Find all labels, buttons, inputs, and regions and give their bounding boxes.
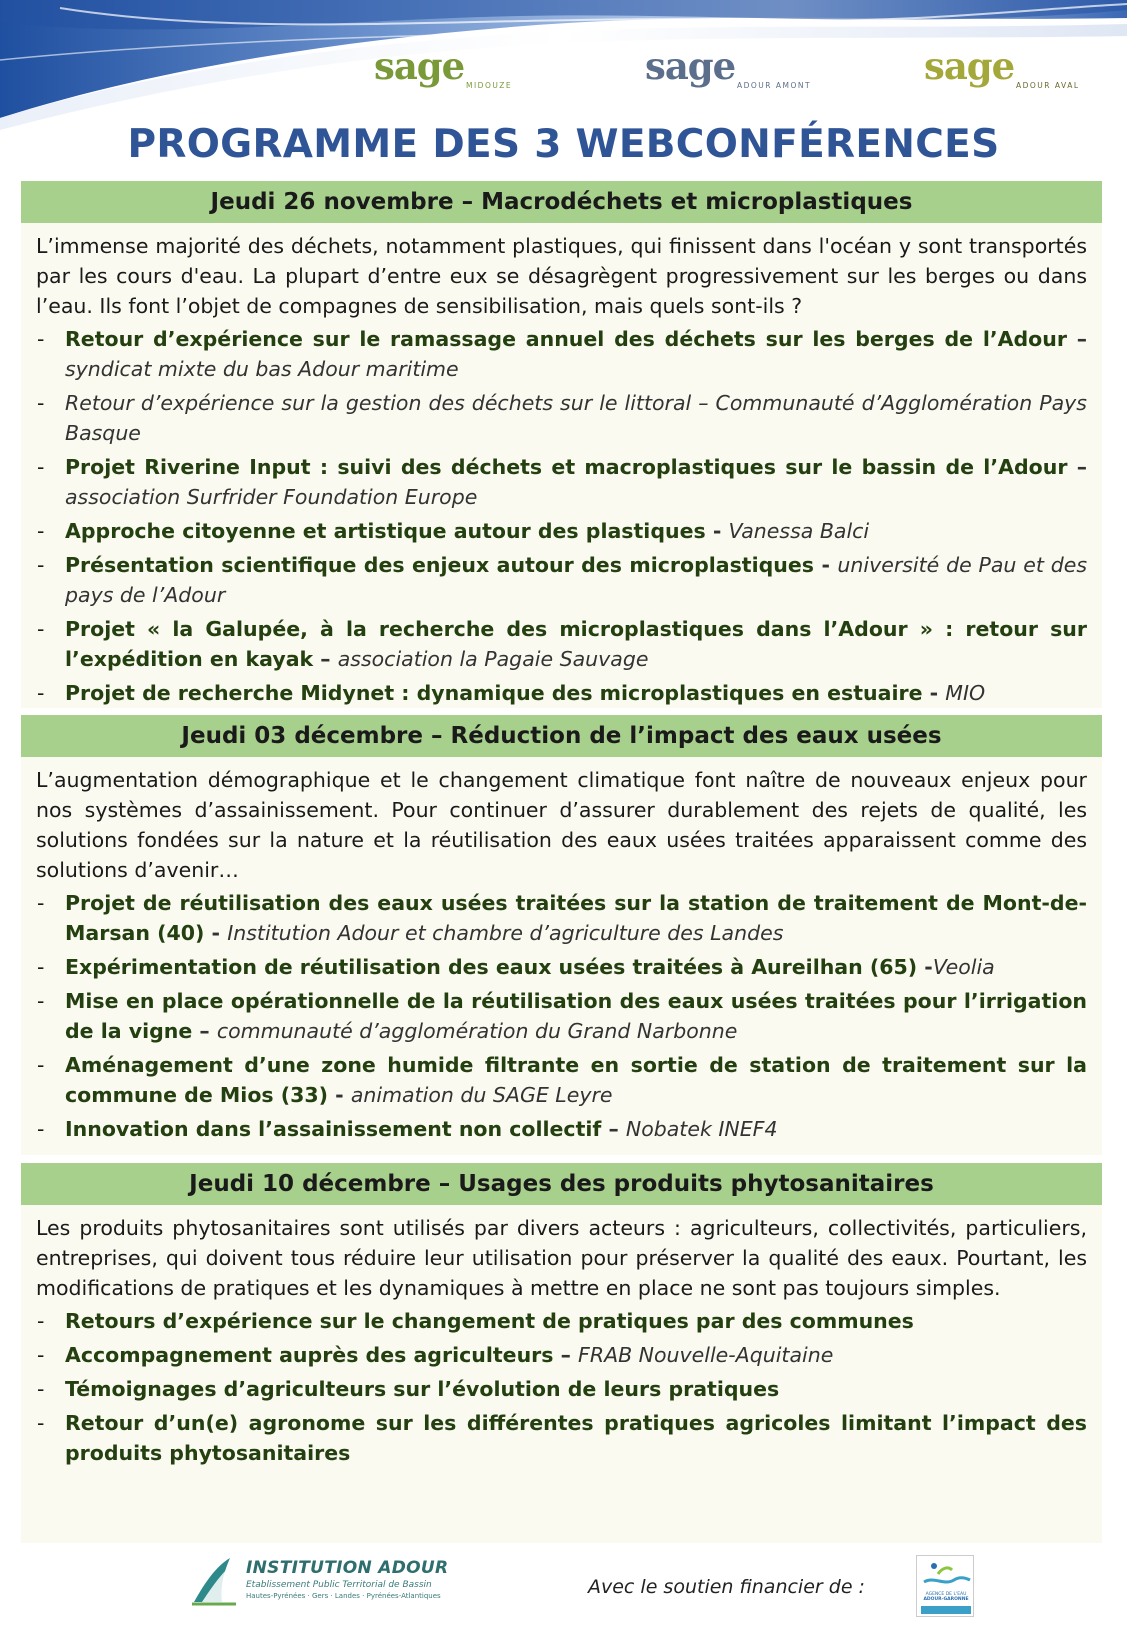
talk-title: Mise en place opérationnelle de la réutilisation des eaux usées traitées pour l’irrigation de la vigne xyxy=(65,989,1087,1043)
sage-adour-aval-logo-sub: ADOUR AVAL xyxy=(1016,81,1080,90)
sage-midouze-logo-sub: MIDOUZE xyxy=(466,81,513,90)
talk-title: Innovation dans l’assainissement non collectif xyxy=(65,1117,602,1141)
talk-title: Accompagnement auprès des agriculteurs xyxy=(65,1343,554,1367)
talk-list xyxy=(36,888,1087,1144)
talk-speaker: Retour d’expérience sur la gestion des déchets sur le littoral – Communauté d’Agglomération Pays Basque xyxy=(65,391,1087,445)
talk-item xyxy=(36,888,1087,948)
water-drop-icon xyxy=(918,1558,974,1592)
bullet-dash: - xyxy=(37,519,45,543)
section-heading: Jeudi 10 décembre – Usages des produits phytosanitaires xyxy=(21,1163,1102,1205)
agence-eau-adour-garonne-logo xyxy=(916,1555,974,1617)
sage-adour-amont-logo-word: sage xyxy=(645,44,736,88)
talk-separator: – xyxy=(192,1019,217,1043)
section-body xyxy=(21,757,1102,1144)
talk-title: Présentation scientifique des enjeux autour des microplastiques xyxy=(65,553,815,577)
talk-item xyxy=(36,1340,1087,1370)
financial-support-text: Avec le soutien financier de : xyxy=(588,1576,865,1598)
talk-list xyxy=(36,324,1087,708)
bullet-dash: - xyxy=(37,891,45,915)
bullet-dash: - xyxy=(37,1411,45,1435)
talk-title: Aménagement d’une zone humide filtrante en sortie de station de traitement sur la commune de Mios (33) xyxy=(65,1053,1087,1107)
talk-separator: - xyxy=(705,519,729,543)
section-heading: Jeudi 03 décembre – Réduction de l’impact des eaux usées xyxy=(21,715,1102,757)
bullet-dash: - xyxy=(37,1117,45,1141)
talk-item xyxy=(36,1114,1087,1144)
talk-separator: – xyxy=(1067,455,1087,479)
talk-title: Projet Riverine Input : suivi des déchets et macroplastiques sur le bassin de l’Adour xyxy=(65,455,1068,479)
talk-speaker: Nobatek INEF4 xyxy=(625,1117,778,1141)
talk-separator: - xyxy=(204,921,228,945)
talk-separator: - xyxy=(917,955,933,979)
section-heading: Jeudi 26 novembre – Macrodéchets et microplastiques xyxy=(21,181,1102,223)
talk-item xyxy=(36,986,1087,1046)
talk-speaker: FRAB Nouvelle-Aquitaine xyxy=(578,1343,834,1367)
talk-title: Témoignages d’agriculteurs sur l’évolution de leurs pratiques xyxy=(65,1377,780,1401)
bullet-dash: - xyxy=(37,1053,45,1077)
talk-title: Retour d’un(e) agronome sur les différentes pratiques agricoles limitant l’impact des produits phytosanitaires xyxy=(65,1411,1087,1465)
talk-speaker: université de Pau et des pays de l’Adour xyxy=(65,553,1087,607)
agency-line-2: ADOUR-GARONNE xyxy=(923,1597,969,1602)
section-intro: L’augmentation démographique et le changement climatique font naître de nouveaux enjeux pour nos systèmes d’assainissement. Pour continuer d’assurer durablement des rejets de qualité, les solutions fondées sur la nature et la réutilisation des eaux usées traitées apparaissent comme des solutions d’avenir… xyxy=(36,768,1087,882)
talk-separator: - xyxy=(922,681,946,705)
bullet-dash: - xyxy=(37,1343,45,1367)
agency-line-1: AGENCE DE L'EAU xyxy=(925,1592,967,1597)
bullet-dash: - xyxy=(37,391,45,415)
talk-separator: – xyxy=(601,1117,626,1141)
talk-item xyxy=(36,452,1087,512)
talk-separator: - xyxy=(814,553,838,577)
bullet-dash: - xyxy=(37,1309,45,1333)
bullet-dash: - xyxy=(37,955,45,979)
talk-separator: – xyxy=(553,1343,579,1367)
agency-color-bar xyxy=(921,1606,971,1614)
talk-speaker: Vanessa Balci xyxy=(728,519,870,543)
talk-title: Projet de réutilisation des eaux usées traitées sur la station de traitement de Mont-de-Marsan (40) xyxy=(65,891,1087,945)
bullet-dash: - xyxy=(37,681,45,705)
institution-name: INSTITUTION ADOUR xyxy=(246,1558,449,1578)
talk-speaker: communauté d’agglomération du Grand Narbonne xyxy=(216,1019,738,1043)
institution-departments: Hautes-Pyrénées · Gers · Landes · Pyrénées-Atlantiques xyxy=(246,1592,441,1600)
talk-item xyxy=(36,388,1087,448)
page-title: PROGRAMME DES 3 WEBCONFÉRENCES xyxy=(127,122,1000,167)
talk-title: Projet de recherche Midynet : dynamique des microplastiques en estuaire xyxy=(65,681,923,705)
talk-separator: - xyxy=(328,1083,351,1107)
sage-adour-amont-logo-sub: ADOUR AMONT xyxy=(737,81,812,90)
talk-item xyxy=(36,614,1087,674)
talk-item xyxy=(36,678,1087,708)
section-webconference-2 xyxy=(21,715,1102,1155)
talk-item xyxy=(36,1408,1087,1468)
section-webconference-1 xyxy=(21,181,1102,708)
sage-adour-aval-logo-word: sage xyxy=(924,44,1015,88)
sage-adour-aval-logo xyxy=(924,44,1080,94)
talk-item xyxy=(36,1306,1087,1336)
institution-adour-logo xyxy=(190,1550,449,1615)
talk-speaker: syndicat mixte du bas Adour maritime xyxy=(65,357,459,381)
institution-adour-mark-icon xyxy=(190,1554,240,1606)
bullet-dash: - xyxy=(37,455,45,479)
bullet-dash: - xyxy=(37,553,45,577)
bullet-dash: - xyxy=(37,1377,45,1401)
bullet-dash: - xyxy=(37,327,45,351)
talk-speaker: Institution Adour et chambre d’agriculture des Landes xyxy=(227,921,784,945)
talk-item xyxy=(36,324,1087,384)
talk-item xyxy=(36,550,1087,610)
talk-title: Approche citoyenne et artistique autour des plastiques xyxy=(65,519,706,543)
talk-list xyxy=(36,1306,1087,1468)
talk-speaker: association Surfrider Foundation Europe xyxy=(65,485,478,509)
talk-item xyxy=(36,516,1087,546)
section-intro: Les produits phytosanitaires sont utilisés par divers acteurs : agriculteurs, collectivités, particuliers, entreprises, qui doivent tous réduire leur utilisation pour préserver la qualité des eaux. Pourtant, les modifications de pratiques et les dynamiques à mettre en place ne sont pas toujours simples. xyxy=(36,1216,1087,1300)
section-body xyxy=(21,223,1102,708)
talk-item xyxy=(36,1050,1087,1110)
talk-separator: – xyxy=(313,647,338,671)
institution-tagline: Etablissement Public Territorial de Bassin xyxy=(246,1580,432,1590)
bullet-dash: - xyxy=(37,989,45,1013)
talk-speaker: association la Pagaie Sauvage xyxy=(337,647,649,671)
sage-midouze-logo xyxy=(374,44,513,94)
section-webconference-3 xyxy=(21,1163,1102,1543)
talk-item xyxy=(36,952,1087,982)
bullet-dash: - xyxy=(37,617,45,641)
talk-speaker: MIO xyxy=(945,681,986,705)
talk-speaker: animation du SAGE Leyre xyxy=(350,1083,613,1107)
section-intro: L’immense majorité des déchets, notamment plastiques, qui finissent dans l'océan y sont transportés par les cours d'eau. La plupart d’entre eux se désagrègent progressivement sur les berges ou dans l’eau. Ils font l’objet de compagnes de sensibilisation, mais quels sont-ils ? xyxy=(36,234,1087,318)
talk-title: Retour d’expérience sur le ramassage annuel des déchets sur les berges de l’Adour xyxy=(65,327,1067,351)
talk-title: Retours d’expérience sur le changement de pratiques par des communes xyxy=(65,1309,914,1333)
talk-speaker: Veolia xyxy=(932,955,995,979)
talk-separator: – xyxy=(1066,327,1087,351)
talk-title: Projet « la Galupée, à la recherche des microplastiques dans l’Adour » : retour sur l’expédition en kayak xyxy=(65,617,1087,671)
section-body xyxy=(21,1205,1102,1468)
sage-midouze-logo-word: sage xyxy=(374,44,465,88)
talk-item xyxy=(36,1374,1087,1404)
talk-title: Expérimentation de réutilisation des eaux usées traitées à Aureilhan (65) xyxy=(65,955,918,979)
sage-adour-amont-logo xyxy=(645,44,812,94)
